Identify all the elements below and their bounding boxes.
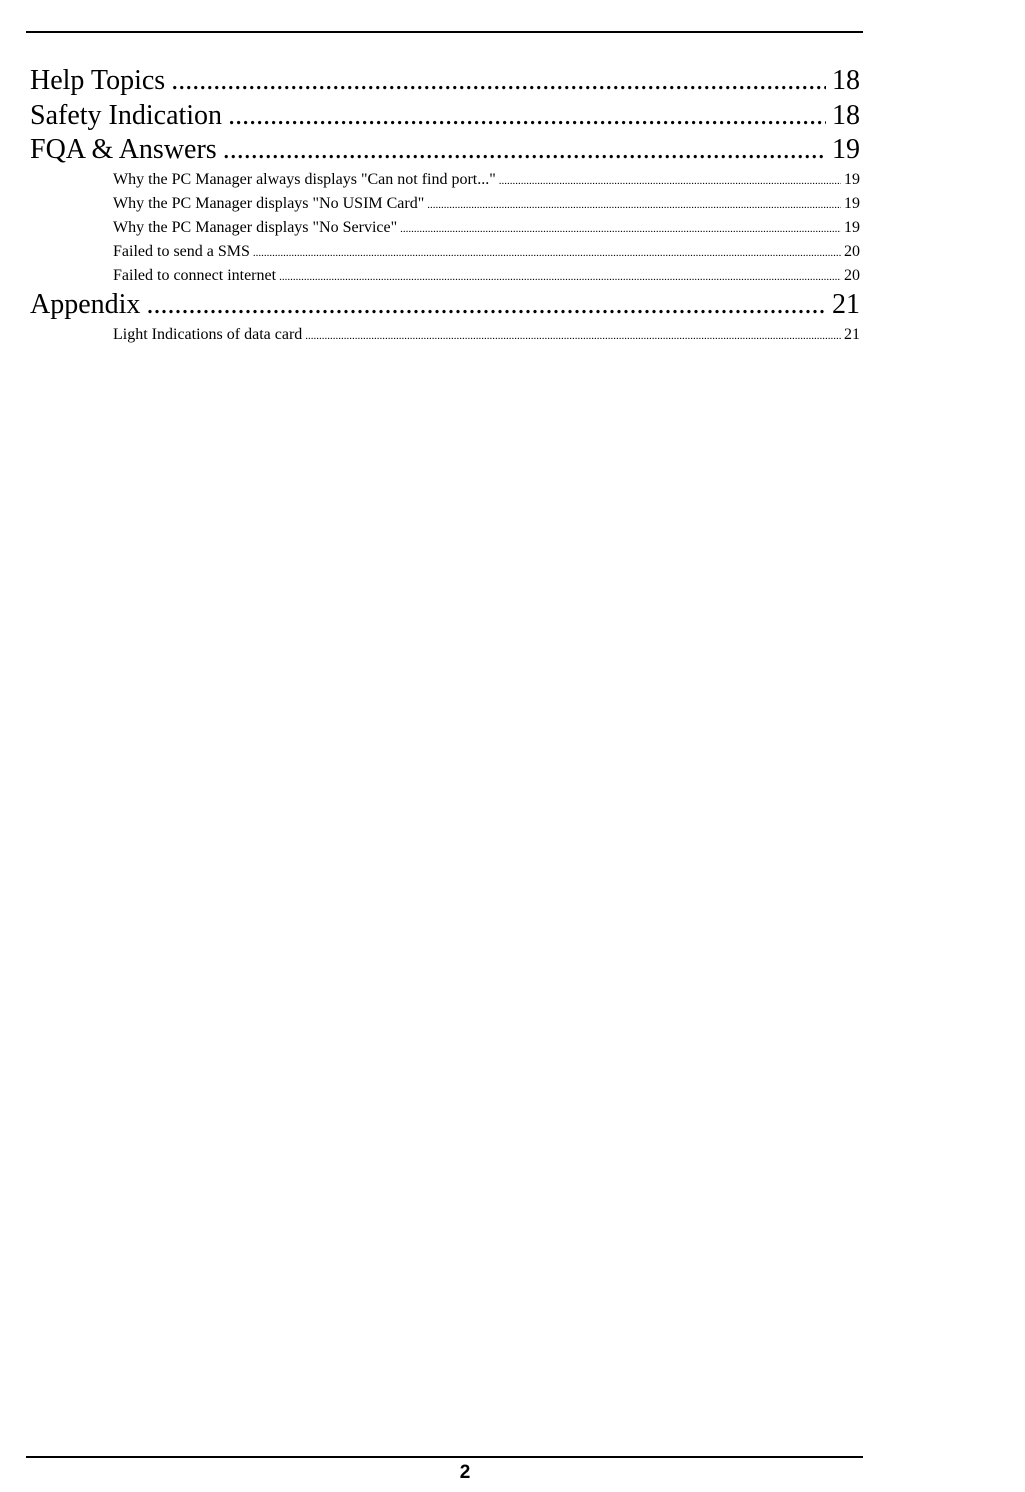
toc-entry-no-service[interactable]: [113, 216, 860, 241]
toc-entry-page: 19: [844, 195, 860, 212]
toc-entry-page: 19: [844, 171, 860, 188]
dot-leader: [171, 64, 826, 98]
toc-entry-page: 20: [844, 243, 860, 260]
toc-entry-no-usim-card[interactable]: [113, 192, 860, 217]
dot-leader: [146, 288, 826, 322]
toc-entry-failed-send-sms[interactable]: [113, 240, 860, 265]
dot-leader: [279, 265, 841, 289]
toc-entry-page: 19: [832, 134, 860, 165]
toc-entry-failed-connect-internet[interactable]: [113, 264, 860, 289]
toc-entry-label: Failed to send a SMS: [113, 243, 250, 260]
dot-leader: [223, 133, 826, 167]
toc-entry-label: Safety Indication: [30, 100, 223, 131]
toc-entry-label: Appendix: [30, 289, 141, 320]
page-number: 2: [459, 1462, 471, 1483]
toc-entry-appendix[interactable]: [30, 288, 860, 322]
header-rule: [26, 31, 863, 33]
toc-entry-safety-indication[interactable]: [30, 99, 860, 133]
dot-leader: [228, 99, 826, 133]
toc-entry-label: Help Topics: [30, 65, 166, 96]
toc-entry-label: FQA & Answers: [30, 134, 217, 165]
toc-entry-light-indications[interactable]: [113, 323, 860, 348]
dot-leader: [253, 241, 841, 265]
toc-entry-page: 18: [832, 65, 860, 96]
toc-entry-page: 20: [844, 267, 860, 284]
toc-entry-cannot-find-port[interactable]: [113, 168, 860, 193]
dot-leader: [427, 193, 841, 217]
dot-leader: [305, 324, 841, 348]
toc-entry-label: Why the PC Manager always displays "Can not find port...": [113, 171, 496, 188]
toc-entry-help-topics[interactable]: [30, 64, 860, 98]
dot-leader: [400, 217, 841, 241]
toc-entry-label: Light Indications of data card: [113, 326, 303, 343]
toc-entry-fqa-answers[interactable]: [30, 133, 860, 167]
toc-entry-page: 18: [832, 100, 860, 131]
dot-leader: [499, 169, 841, 193]
toc-entry-label: Why the PC Manager displays "No Service": [113, 219, 398, 236]
toc-entry-page: 21: [832, 289, 860, 320]
toc-entry-label: Failed to connect internet: [113, 267, 277, 284]
toc-entry-label: Why the PC Manager displays "No USIM Card": [113, 195, 425, 212]
toc-entry-page: 21: [844, 326, 860, 343]
toc-entry-page: 19: [844, 219, 860, 236]
footer-rule: [26, 1456, 863, 1458]
